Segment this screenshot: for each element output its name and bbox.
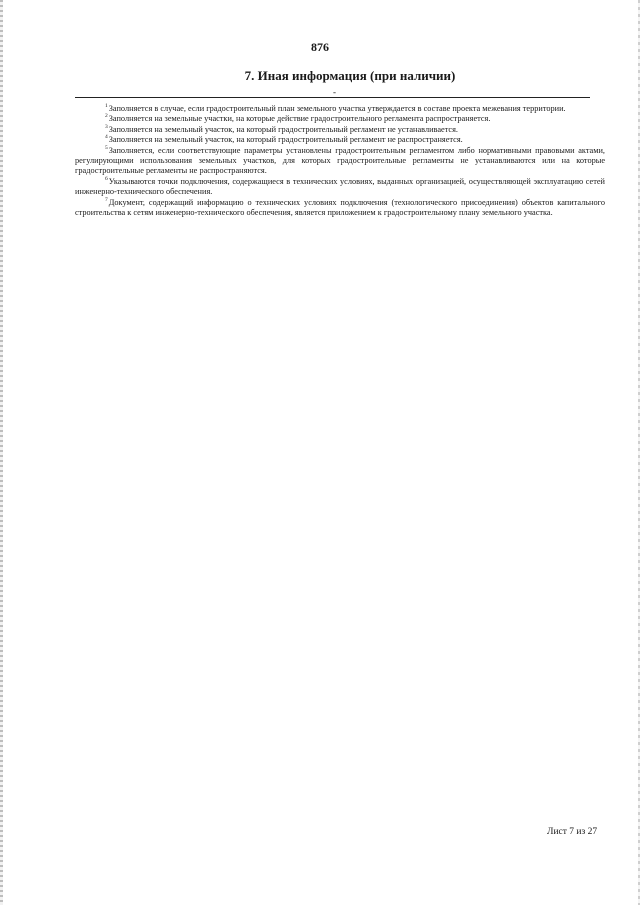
footnote-2 — [75, 114, 605, 124]
footnote-mark: 1 — [105, 103, 108, 109]
footnote-text: Заполняется на земельный участок, на который градостроительный регламент не распространяется. — [108, 135, 463, 145]
footnote-text: Заполняется на земельный участок, на который градостроительный регламент не устанавливается. — [108, 124, 459, 134]
footnote-mark: 4 — [105, 134, 108, 141]
footnote-6 — [75, 177, 605, 198]
footnote-5 — [75, 146, 605, 177]
footnote-separator — [75, 97, 590, 98]
footnote-mark: 2 — [105, 113, 108, 120]
footnote-mark: 5 — [105, 144, 108, 151]
footnotes-list — [75, 104, 605, 218]
scan-edge-left — [0, 0, 3, 905]
footnote-mark: 3 — [105, 123, 108, 130]
footnote-7 — [75, 198, 605, 219]
title-mark: - — [333, 87, 336, 97]
page-number: 876 — [311, 40, 329, 54]
footnote-1 — [75, 104, 605, 114]
sheet-counter: Лист 7 из 27 — [547, 827, 598, 837]
footnote-mark: 7 — [105, 196, 108, 203]
footnote-text: Заполняется в случае, если градостроительный план земельного участка утверждается в составе проекта межевания территории. — [108, 104, 566, 113]
footnote-4 — [75, 135, 605, 145]
footnote-3 — [75, 125, 605, 135]
footnote-mark: 6 — [105, 175, 108, 182]
footnote-text: Заполняется на земельные участки, на которые действие градостроительного регламента распространяется. — [108, 114, 491, 124]
section-title: 7. Иная информация (при наличии) — [244, 68, 456, 83]
footnote-text: Указываются точки подключения, содержащиеся в технических условиях, выданных организацией, осуществляющей эксплуатацию сетей инженерно-технического обеспечения. — [75, 176, 605, 197]
footnote-text: Документ, содержащий информацию о технических условиях подключения (технологического присоединения) объектов капитального строительства к сетям инженерно-технического обеспечения, является приложением к градостроительному плану земельного участка. — [75, 197, 605, 218]
footnote-text: Заполняется, если соответствующие параметры установлены градостроительным регламентом либо нормативными правовыми актами, регулирующими использования земельных участков, для которых градостроительные регламенты не устанавливаются или на которые градостроительные регламенты не распространяются. — [75, 145, 605, 176]
